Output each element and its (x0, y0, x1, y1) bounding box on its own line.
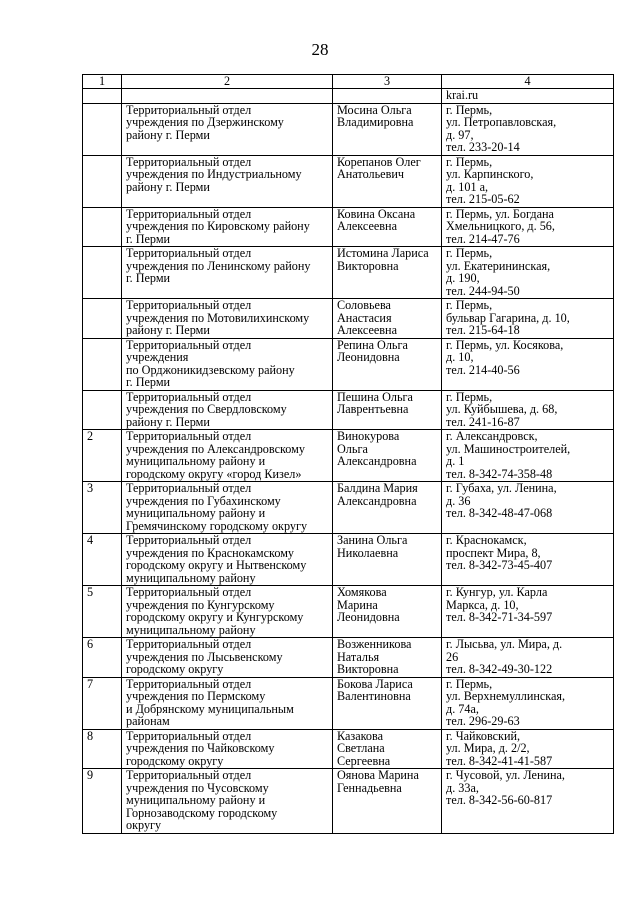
cell-line: krai.ru (446, 88, 479, 102)
cell-line: Сергеевна (337, 753, 391, 768)
head-name-cell (333, 729, 442, 769)
cell-line: Геннадьевна (337, 780, 402, 795)
address-cell (442, 729, 614, 769)
cell-line: городскому округу «город Кизел» (126, 466, 302, 481)
cell-line: г. Губаха, ул. Ленина, (446, 481, 557, 495)
address-cell (442, 103, 614, 155)
cell-line: тел. 8-342-48-47-068 (446, 506, 553, 520)
cell-line: Леонидовна (337, 610, 400, 624)
cell-line: учреждения по Индустриальному (126, 167, 302, 181)
cell-line: Балдина Мария (337, 481, 418, 495)
table-row (83, 247, 614, 299)
cell-line: Казакова (337, 729, 383, 743)
table-row (83, 430, 614, 482)
cell-line: тел. 215-64-18 (446, 323, 520, 337)
row-number-cell (83, 247, 122, 299)
department-cell (122, 207, 333, 247)
cell-line: д. 10, (446, 350, 474, 364)
cell-line: учреждения (126, 350, 189, 364)
cell-line: ул. Машиностроителей, (446, 441, 571, 456)
table-body (83, 89, 614, 834)
head-name-cell (333, 89, 442, 104)
cell-line: ул. Карпинского, (446, 167, 534, 181)
cell-line: д. 74а, (446, 701, 479, 716)
head-name-cell (333, 390, 442, 430)
row-number-cell (83, 338, 122, 390)
cell-line: Территориальный отдел (126, 103, 252, 117)
cell-line: Занина Ольга (337, 533, 408, 547)
cell-line: Александровна (337, 454, 417, 468)
cell-line: д. 1 (446, 454, 465, 468)
cell-line: Винокурова (337, 429, 400, 443)
department-cell (122, 430, 333, 482)
cell-line: учреждения по Ленинскому району (126, 258, 311, 273)
department-cell (122, 247, 333, 299)
row-number-cell: 2 (83, 430, 122, 482)
cell-line: тел. 8-342-49-30-122 (446, 662, 553, 676)
cell-line: г. Пермь, (446, 246, 493, 260)
cell-line: г. Пермь, ул. Косякова, (446, 338, 564, 352)
cell-line: ул. Екатерининская, (446, 258, 551, 273)
row-number-cell (83, 299, 122, 339)
cell-line: и Добрянскому муниципальным (126, 701, 294, 716)
department-cell (122, 729, 333, 769)
column-header: 4 (442, 75, 614, 89)
cell-line: Пешина Ольга (337, 390, 413, 404)
head-name-cell (333, 769, 442, 834)
cell-line: Территориальный отдел (126, 585, 252, 599)
cell-line: д. 33а, (446, 780, 479, 795)
cell-line: г. Чусовой, ул. Ленина, (446, 768, 565, 782)
row-number-cell: 4 (83, 534, 122, 586)
cell-line: г. Пермь, (446, 155, 493, 169)
cell-line: Алексеевна (337, 323, 397, 337)
cell-line: учреждения по Мотовилихинскому (126, 310, 310, 325)
cell-line: д. 190, (446, 271, 480, 285)
head-name-cell (333, 247, 442, 299)
table-row (83, 390, 614, 430)
cell-line: Территориальный отдел (126, 729, 252, 743)
row-number-cell: 6 (83, 638, 122, 678)
cell-line: тел. 296-29-63 (446, 714, 520, 728)
cell-line: Бокова Лариса (337, 677, 413, 691)
head-name-cell (333, 586, 442, 638)
cell-line: муниципальному району и (126, 506, 266, 520)
cell-line: Территориальный отдел (126, 338, 252, 352)
cell-line: г. Пермь, (446, 103, 493, 117)
cell-line: районам (126, 714, 170, 728)
cell-line: Репина Ольга (337, 338, 408, 352)
cell-line: г. Кунгур, ул. Карла (446, 585, 548, 599)
cell-line: г. Лысьва, ул. Мира, д. (446, 637, 563, 651)
table-row (83, 638, 614, 678)
department-cell (122, 155, 333, 207)
address-cell (442, 769, 614, 834)
cell-line: муниципальному району (126, 622, 256, 637)
row-number-cell: 3 (83, 482, 122, 534)
cell-line: проспект Мира, 8, (446, 545, 541, 560)
cell-line: Алексеевна (337, 219, 397, 233)
cell-line: городскому округу и Нытвенскому (126, 558, 307, 572)
column-header: 2 (122, 75, 333, 89)
table-row (83, 729, 614, 769)
column-header: 1 (83, 75, 122, 89)
head-name-cell (333, 677, 442, 729)
address-cell (442, 482, 614, 534)
cell-line: Викторовна (337, 662, 399, 676)
department-cell (122, 534, 333, 586)
row-number-cell (83, 390, 122, 430)
cell-line: ул. Куйбышева, д. 68, (446, 402, 558, 416)
cell-line: Анатольевич (337, 167, 404, 181)
department-cell (122, 769, 333, 834)
cell-line: тел. 8-342-71-34-597 (446, 610, 553, 624)
cell-line: Территориальный отдел (126, 246, 252, 260)
cell-line: г. Краснокамск, (446, 533, 527, 547)
cell-line: г. Перми (126, 271, 171, 285)
address-cell (442, 207, 614, 247)
address-cell (442, 155, 614, 207)
cell-line: учреждения по Свердловскому (126, 402, 287, 416)
row-number-cell: 8 (83, 729, 122, 769)
column-header: 3 (333, 75, 442, 89)
cell-line: г. Пермь, (446, 677, 493, 691)
department-cell (122, 390, 333, 430)
cell-line: Марина (337, 597, 378, 612)
cell-line: г. Пермь, (446, 298, 493, 312)
cell-line: г. Перми (126, 231, 171, 246)
cell-line: Истомина Лариса (337, 246, 429, 260)
cell-line: Викторовна (337, 258, 399, 273)
cell-line: району г. Перми (126, 323, 210, 337)
cell-line: Владимировна (337, 115, 414, 129)
cell-line: г. Пермь, (446, 390, 493, 404)
head-name-cell (333, 430, 442, 482)
table-row (83, 299, 614, 339)
cell-line: Наталья (337, 649, 380, 664)
table-row (83, 586, 614, 638)
cell-line: тел. 8-342-41-41-587 (446, 753, 553, 768)
address-cell (442, 677, 614, 729)
cell-line: муниципальному району (126, 570, 256, 585)
address-cell (442, 390, 614, 430)
cell-line: Оянова Марина (337, 768, 419, 782)
cell-line: Хомякова (337, 585, 387, 599)
department-cell (122, 299, 333, 339)
cell-line: Соловьева (337, 298, 391, 312)
cell-line: тел. 8-342-73-45-407 (446, 558, 553, 572)
department-cell (122, 677, 333, 729)
department-cell (122, 586, 333, 638)
cell-line: Лаврентьевна (337, 402, 409, 416)
table-header-row (83, 75, 614, 89)
cell-line: Ольга (337, 441, 368, 456)
row-number-cell: 5 (83, 586, 122, 638)
cell-line: муниципальному району и (126, 454, 266, 468)
head-name-cell (333, 103, 442, 155)
address-cell (442, 430, 614, 482)
head-name-cell (333, 482, 442, 534)
table-row (83, 769, 614, 834)
row-number-cell (83, 103, 122, 155)
cell-line: Территориальный отдел (126, 533, 252, 547)
table-row (83, 103, 614, 155)
cell-line: Маркса, д. 10, (446, 597, 519, 612)
page-number: 28 (311, 40, 329, 59)
cell-line: Николаевна (337, 545, 399, 560)
cell-line: тел. 8-342-74-358-48 (446, 466, 553, 481)
table-row (83, 89, 614, 104)
department-cell (122, 103, 333, 155)
cell-line: тел. 214-47-76 (446, 231, 520, 246)
cell-line: городскому округу и Кунгурскому (126, 610, 304, 624)
cell-line: учреждения по Дзержинскому (126, 115, 284, 129)
cell-line: городскому округу (126, 662, 224, 676)
cell-line: учреждения по Кунгурскому (126, 597, 275, 612)
cell-line: тел. 241-16-87 (446, 414, 520, 429)
cell-line: д. 36 (446, 493, 471, 508)
cell-line: Территориальный отдел (126, 481, 252, 495)
address-cell (442, 247, 614, 299)
cell-line: 26 (446, 649, 459, 664)
cell-line: Хмельницкого, д. 56, (446, 219, 555, 233)
address-cell (442, 338, 614, 390)
cell-line: Корепанов Олег (337, 155, 421, 169)
address-cell (442, 586, 614, 638)
head-name-cell (333, 534, 442, 586)
cell-line: району г. Перми (126, 179, 210, 194)
cell-line: тел. 233-20-14 (446, 140, 520, 154)
address-cell (442, 638, 614, 678)
cell-line: Территориальный отдел (126, 207, 252, 221)
cell-line: г. Чайковский, (446, 729, 521, 743)
row-number-cell (83, 89, 122, 104)
cell-line: Территориальный отдел (126, 768, 252, 782)
cell-line: учреждения по Чусовскому (126, 780, 269, 795)
cell-line: Леонидовна (337, 350, 400, 364)
table-row (83, 482, 614, 534)
cell-line: учреждения по Краснокамскому (126, 545, 295, 560)
cell-line: по Орджоникидзевскому району (126, 362, 295, 377)
head-name-cell (333, 338, 442, 390)
cell-line: учреждения по Губахинскому (126, 493, 281, 508)
cell-line: Территориальный отдел (126, 677, 252, 691)
department-cell (122, 638, 333, 678)
table-row (83, 207, 614, 247)
cell-line: городскому округу (126, 753, 224, 768)
row-number-cell (83, 207, 122, 247)
table-row (83, 677, 614, 729)
address-cell (442, 89, 614, 104)
departments-table (82, 74, 614, 834)
head-name-cell (333, 299, 442, 339)
head-name-cell (333, 638, 442, 678)
table-row (83, 534, 614, 586)
cell-line: учреждения по Александровскому (126, 441, 305, 456)
cell-line: Возженникова (337, 637, 412, 651)
cell-line: тел. 244-94-50 (446, 283, 520, 298)
address-cell (442, 534, 614, 586)
department-cell (122, 89, 333, 104)
cell-line: Мосина Ольга (337, 103, 412, 117)
cell-line: Территориальный отдел (126, 155, 252, 169)
cell-line: тел. 8-342-56-60-817 (446, 793, 553, 807)
cell-line: муниципальному району и (126, 793, 266, 807)
cell-line: тел. 215-05-62 (446, 192, 520, 206)
cell-line: учреждения по Чайковскому (126, 741, 275, 755)
cell-line: учреждения по Лысьвенскому (126, 649, 283, 664)
row-number-cell (83, 155, 122, 207)
cell-line: Территориальный отдел (126, 298, 252, 312)
cell-line: г. Перми (126, 375, 171, 389)
cell-line: Территориальный отдел (126, 390, 252, 404)
cell-line: Гремячинскому городскому округу (126, 518, 308, 533)
cell-line: району г. Перми (126, 414, 210, 429)
cell-line: Территориальный отдел (126, 637, 252, 651)
cell-line: району г. Перми (126, 127, 210, 142)
cell-line: ул. Мира, д. 2/2, (446, 741, 530, 755)
cell-line: бульвар Гагарина, д. 10, (446, 310, 570, 325)
cell-line: г. Александровск, (446, 429, 538, 443)
cell-line: округу (126, 818, 162, 832)
table-row (83, 155, 614, 207)
cell-line: ул. Петропавловская, (446, 115, 557, 129)
department-cell (122, 482, 333, 534)
cell-line: учреждения по Пермскому (126, 689, 266, 703)
table-row (83, 338, 614, 390)
head-name-cell (333, 155, 442, 207)
cell-line: тел. 214-40-56 (446, 362, 520, 377)
department-cell (122, 338, 333, 390)
row-number-cell: 9 (83, 769, 122, 834)
address-cell (442, 299, 614, 339)
cell-line: Ковина Оксана (337, 207, 416, 221)
cell-line: Валентиновна (337, 689, 411, 703)
cell-line: Анастасия (337, 310, 392, 325)
cell-line: Александровна (337, 493, 417, 508)
cell-line: Светлана (337, 741, 385, 755)
cell-line: г. Пермь, ул. Богдана (446, 207, 554, 221)
cell-line: учреждения по Кировскому району (126, 219, 310, 233)
cell-line: Горнозаводскому городскому (126, 805, 278, 820)
cell-line: Территориальный отдел (126, 429, 252, 443)
head-name-cell (333, 207, 442, 247)
cell-line: ул. Верхнемуллинская, (446, 689, 566, 703)
row-number-cell: 7 (83, 677, 122, 729)
cell-line: д. 97, (446, 127, 474, 142)
cell-line: д. 101 а, (446, 179, 489, 194)
